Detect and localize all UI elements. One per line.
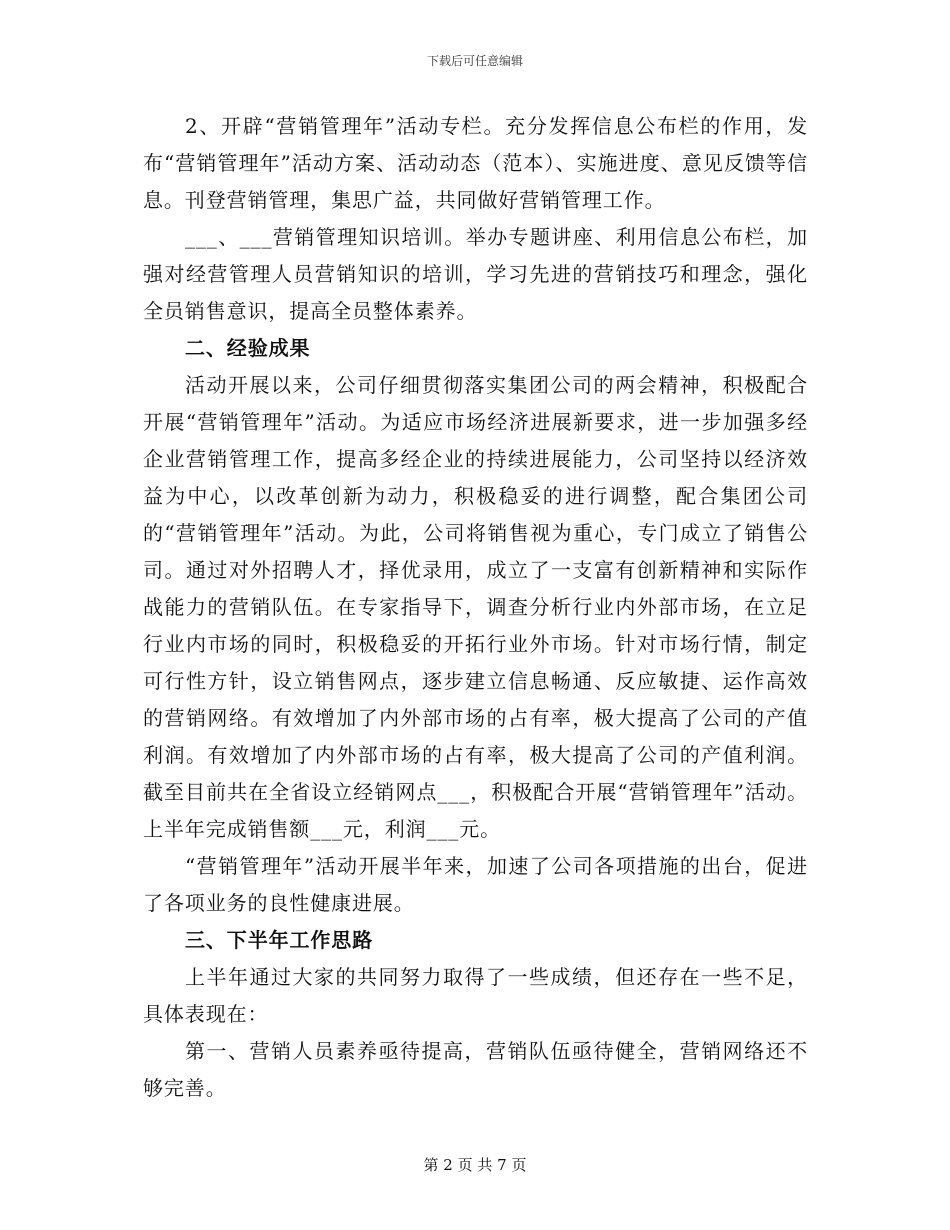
page-number: 第 2 页 共 7 页 xyxy=(423,1156,527,1174)
paragraph-column-promotion: 2、开辟“营销管理年”活动专栏。充分发挥信息公布栏的作用，发布“营销管理年”活动方案、活动动态（范本）、实施进度、意见反馈等信息。刊登营销管理，集思广益，共同做好营销管理工作。 xyxy=(143,114,808,212)
paragraph-knowledge-training: ___、___营销管理知识培训。举办专题讲座、利用信息公布栏，加强对经营管理人员营销知识的培训，学习先进的营销技巧和理念，强化全员销售意识，提高全员整体素养。 xyxy=(143,225,808,323)
paragraph-achievements: 活动开展以来，公司仔细贯彻落实集团公司的两会精神，积极配合开展“营销管理年”活动。为适应市场经济进展新要求，进一步加强多经企业营销管理工作，提高多经企业的持续进展能力，公司坚持以经济效益为中心，以改革创新为动力，积极稳妥的进行调整，配合集团公司的“营销管理年”活动。为此，公司将销售视为重心，专门成立了销售公司。通过对外招聘人才，择优录用，成立了一支富有创新精神和实际作战能力的营销队伍。在专家指导下，调查分析行业内外部市场，在立足行业内市场的同时，积极稳妥的开拓行业外市场。针对市场行情，制定可行性方针，设立销售网点，逐步建立信息畅通、反应敏捷、运作高效的营销网络。有效增加了内外部市场的占有率，极大提高了公司的产值利润。有效增加了内外部市场的占有率，极大提高了公司的产值利润。截至目前共在全省设立经销网点___，积极配合开展“营销管理年”活动。上半年完成销售额___元，利润___元。 xyxy=(143,373,808,841)
paragraph-shortcomings-intro: 上半年通过大家的共同努力取得了一些成绩，但还存在一些不足，具体表现在： xyxy=(143,965,808,1026)
section-heading-next-half-plan: 三、下半年工作思路 xyxy=(185,928,374,952)
paragraph-half-year-summary: “营销管理年”活动开展半年来，加速了公司各项措施的出台，促进了各项业务的良性健康进展。 xyxy=(143,854,808,915)
paragraph-first-shortcoming: 第一、营销人员素养亟待提高，营销队伍亟待健全，营销网络还不够完善。 xyxy=(143,1039,808,1100)
section-heading-achievements: 二、经验成果 xyxy=(185,336,311,360)
page-header: 下载后可任意编辑 xyxy=(426,54,523,68)
document-body xyxy=(143,108,808,1107)
